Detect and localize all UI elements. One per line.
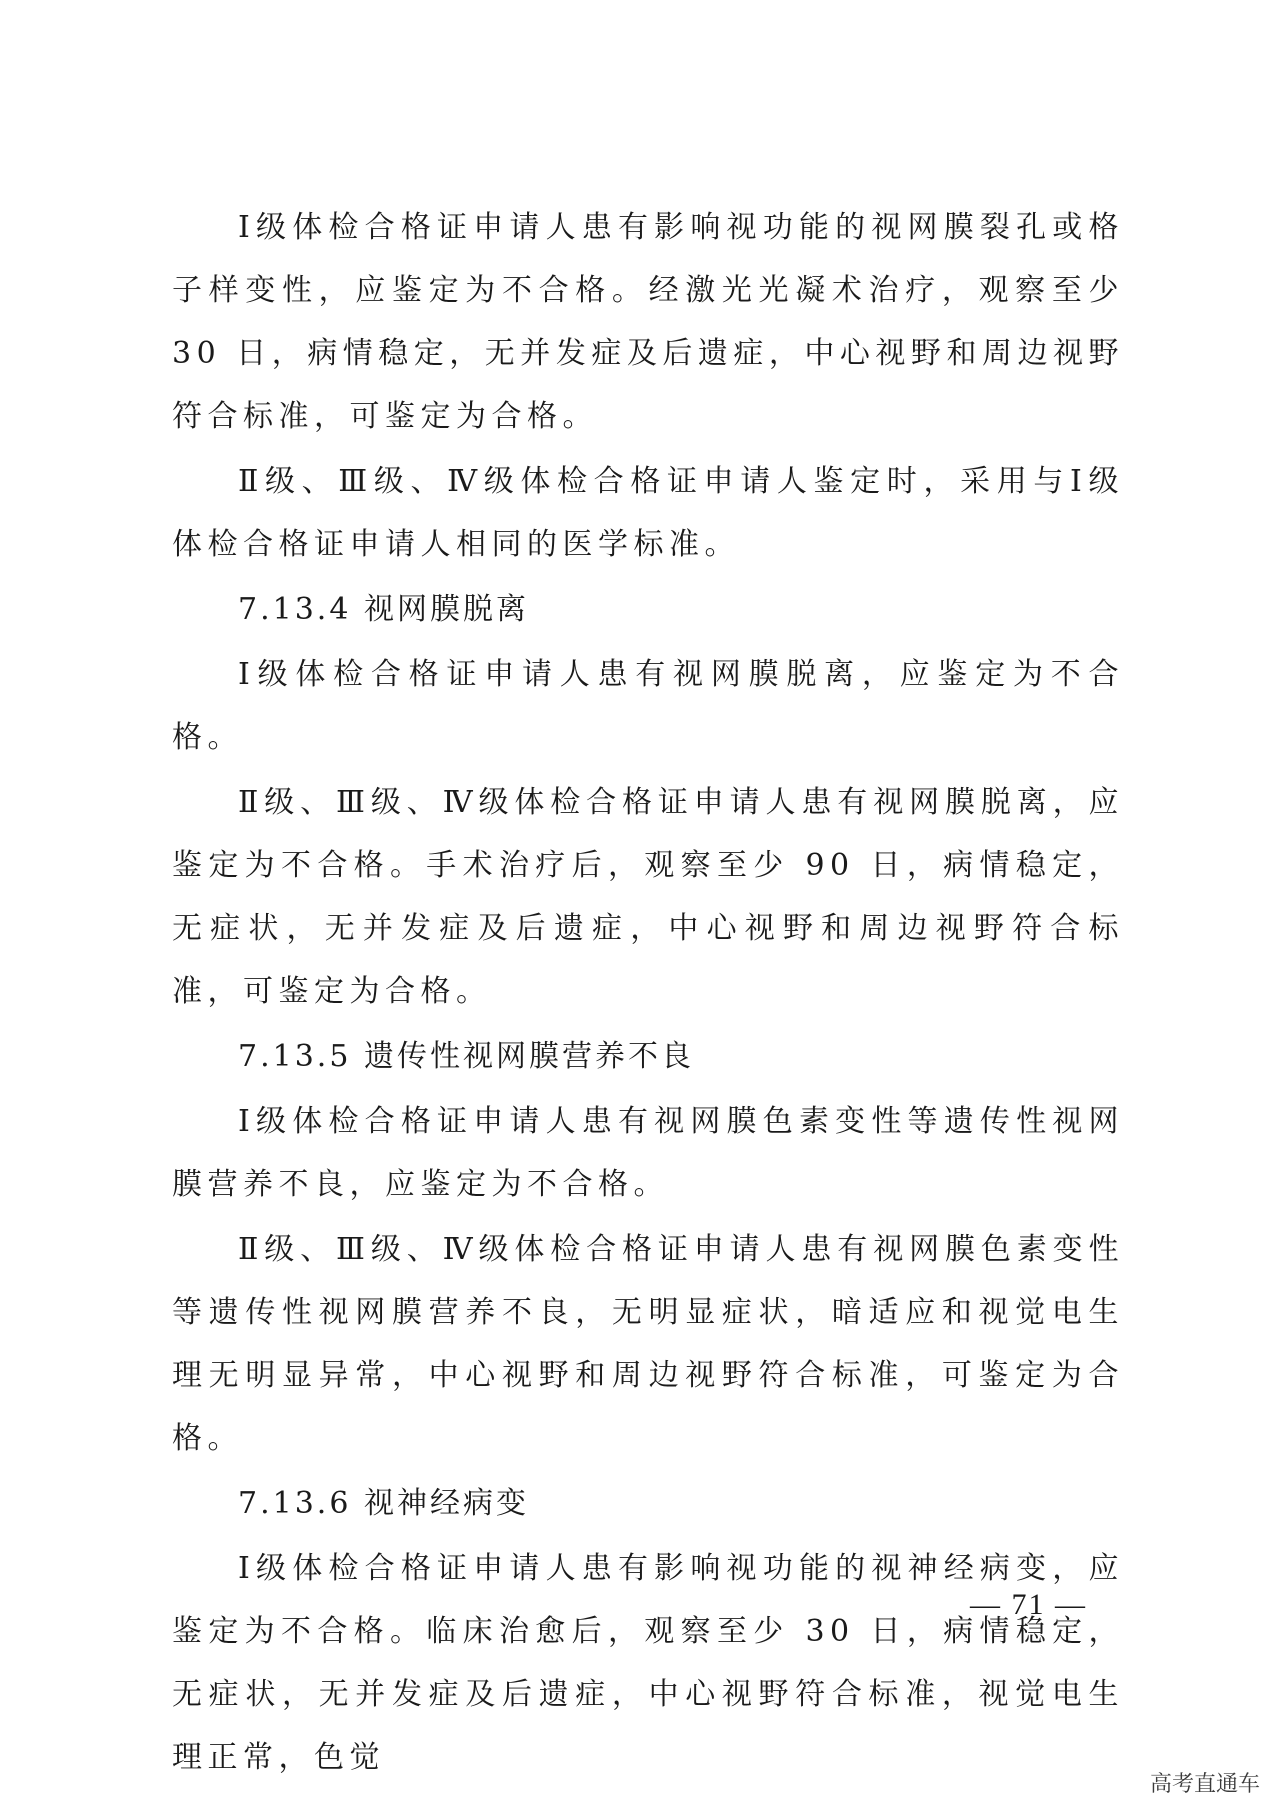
paragraph-retinal-detachment-class-1: Ⅰ级体检合格证申请人患有视网膜脱离，应鉴定为不合格。 [172,657,1124,755]
watermark-logo: 高考直通车 [1144,1765,1266,1800]
paragraph-retinal-detachment-class-2-4: Ⅱ级、Ⅲ级、Ⅳ级体检合格证申请人患有视网膜脱离，应鉴定为不合格。手术治疗后，观察至少 90 日，病情稳定，无症状，无并发症及后遗症，中心视野和周边视野符合标准，可鉴定为合格。 [172,785,1124,1009]
section-heading-7-13-6: 7.13.6 视神经病变 [238,1486,529,1521]
paragraph-retinal-hole: Ⅰ级体检合格证申请人患有影响视功能的视网膜裂孔或格子样变性，应鉴定为不合格。经激光光凝术治疗，观察至少 30 日，病情稳定，无并发症及后遗症，中心视野和周边视野符合标准，可鉴定为合格。 [172,210,1124,434]
section-heading-7-13-5: 7.13.5 遗传性视网膜营养不良 [238,1039,694,1074]
page-number: — 71 — [970,1588,1087,1621]
paragraph-dystrophy-class-1: Ⅰ级体检合格证申请人患有视网膜色素变性等遗传性视网膜营养不良，应鉴定为不合格。 [172,1104,1124,1202]
paragraph-optic-neuropathy-class-1: Ⅰ级体检合格证申请人患有影响视功能的视神经病变，应鉴定为不合格。临床治愈后，观察至少 30 日，病情稳定，无症状，无并发症及后遗症，中心视野符合标准，视觉电生理正常，色觉 [172,1551,1124,1775]
section-heading-7-13-4: 7.13.4 视网膜脱离 [238,592,529,627]
paragraph-class-2-4-same-standard: Ⅱ级、Ⅲ级、Ⅳ级体检合格证申请人鉴定时，采用与Ⅰ级体检合格证申请人相同的医学标准。 [172,464,1124,562]
document-body [172,196,1124,1791]
paragraph-dystrophy-class-2-4: Ⅱ级、Ⅲ级、Ⅳ级体检合格证申请人患有视网膜色素变性等遗传性视网膜营养不良，无明显症状，暗适应和视觉电生理无明显异常，中心视野和周边视野符合标准，可鉴定为合格。 [172,1232,1124,1456]
